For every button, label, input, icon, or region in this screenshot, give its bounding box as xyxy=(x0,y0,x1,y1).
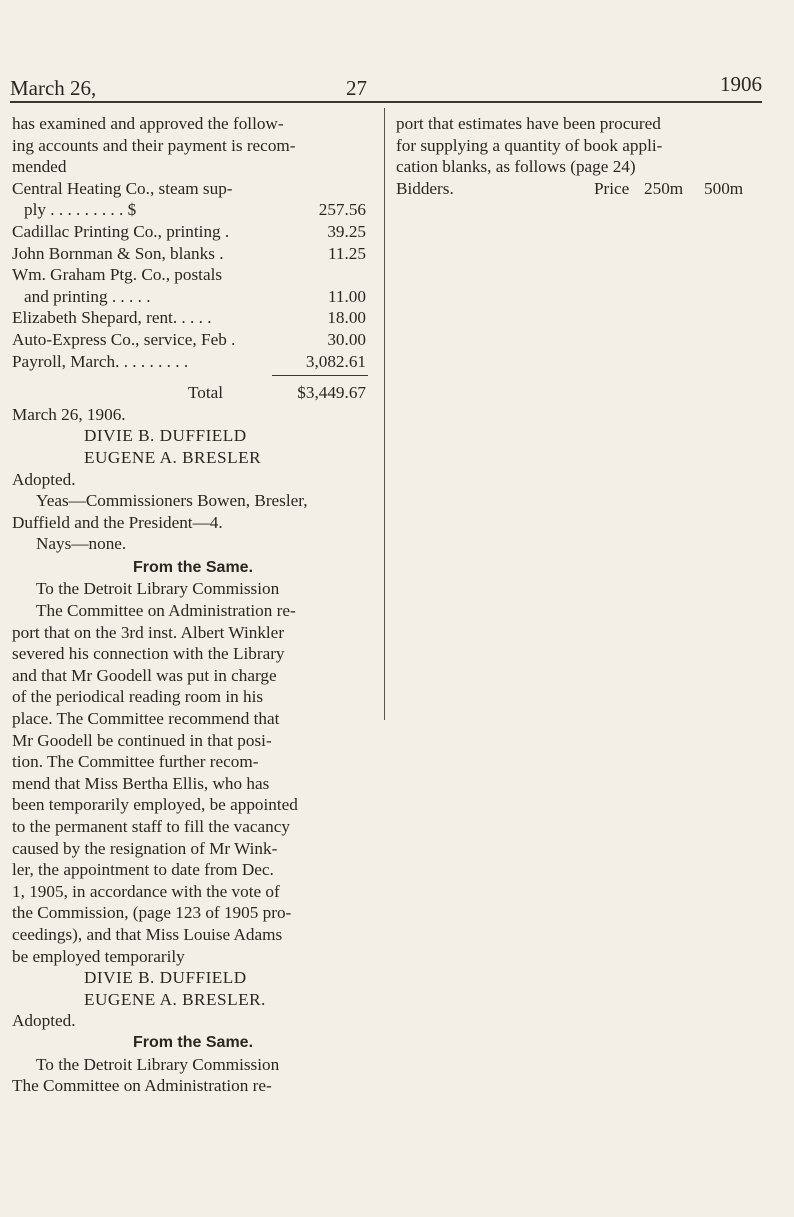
body-line: The Committee on Administration re- xyxy=(12,1076,272,1096)
signature: EUGENE A. BRESLER. xyxy=(84,989,266,1009)
page-header xyxy=(10,72,762,102)
signature: EUGENE A. BRESLER xyxy=(84,447,262,467)
accounts-list xyxy=(12,178,374,372)
bids-header-row: Bidders. Price 250m 500m xyxy=(396,178,744,198)
left-column xyxy=(12,113,374,1097)
column-divider xyxy=(384,108,385,720)
yeas-line: Duffield and the President—4. xyxy=(12,512,223,532)
yeas-line: Yeas—Commissioners Bowen, Bresler, xyxy=(36,491,308,511)
body-paragraph: The Committee on Administration re- port that on the 3rd inst. Albert Winkler severed his connection with the Library and that Mr Goodell was put in charge of the periodical reading room in his place. The Committee recommend that Mr Goodell be continued in that posi- tion. The Committee further recom- mend that Miss Bertha Ellis, who has been temporarily employed, be appointed to the permanent staff to fill the vacancy caused by the resignation of Mr Wink- ler, the appointment to date from Dec. 1, 1905, in accordance with the vote of the Commission, (page 123 of 1905 pro- ceedings), and that Miss Louise Adams be employed temporarily xyxy=(12,601,298,966)
nays-line: Nays—none. xyxy=(36,534,127,554)
adopted-note: Adopted. xyxy=(12,1011,76,1031)
report-date: March 26, 1906. xyxy=(12,404,126,424)
right-column xyxy=(396,113,764,199)
account-row: Elizabeth Shepard, rent. . . . . 18.00 xyxy=(12,308,366,328)
header-date: March 26, xyxy=(10,76,97,100)
total-label: Total xyxy=(188,383,224,403)
intro-paragraph: has examined and approved the follow- ing accounts and their payment is recom- mended xyxy=(12,114,296,177)
intro-paragraph: port that estimates have been procured for supplying a quantity of book appli- cation blanks, as follows (page 24) xyxy=(396,114,663,177)
signature: DIVIE B. DUFFIELD xyxy=(84,968,247,988)
account-row: Auto-Express Co., service, Feb . 30.00 xyxy=(12,329,366,349)
account-row: ply . . . . . . . . . $ 257.56 xyxy=(24,200,366,220)
account-row: Central Heating Co., steam sup- xyxy=(12,178,233,198)
account-row: John Bornman & Son, blanks . 11.25 xyxy=(12,243,366,263)
account-row: and printing . . . . . 11.00 xyxy=(24,286,366,306)
sum-rule xyxy=(12,372,374,378)
adopted-note: Adopted. xyxy=(12,469,76,489)
section-heading: From the Same. xyxy=(132,558,254,576)
address-line: To the Detroit Library Commission xyxy=(36,579,280,599)
signature: DIVIE B. DUFFIELD xyxy=(84,426,247,446)
section-heading: From the Same. xyxy=(132,1033,254,1051)
account-row: Payroll, March. . . . . . . . . 3,082.61 xyxy=(12,351,366,371)
account-row: Cadillac Printing Co., printing . 39.25 xyxy=(12,221,366,241)
header-rule xyxy=(10,101,762,103)
bids-table xyxy=(396,178,764,200)
address-line: To the Detroit Library Commission xyxy=(36,1054,280,1074)
total-row xyxy=(12,382,374,404)
page-number: 27 xyxy=(346,76,367,100)
header-year: 1906 xyxy=(720,72,762,96)
total-amount: $3,449.67 xyxy=(297,383,366,403)
account-row: Wm. Graham Ptg. Co., postals xyxy=(12,265,223,285)
